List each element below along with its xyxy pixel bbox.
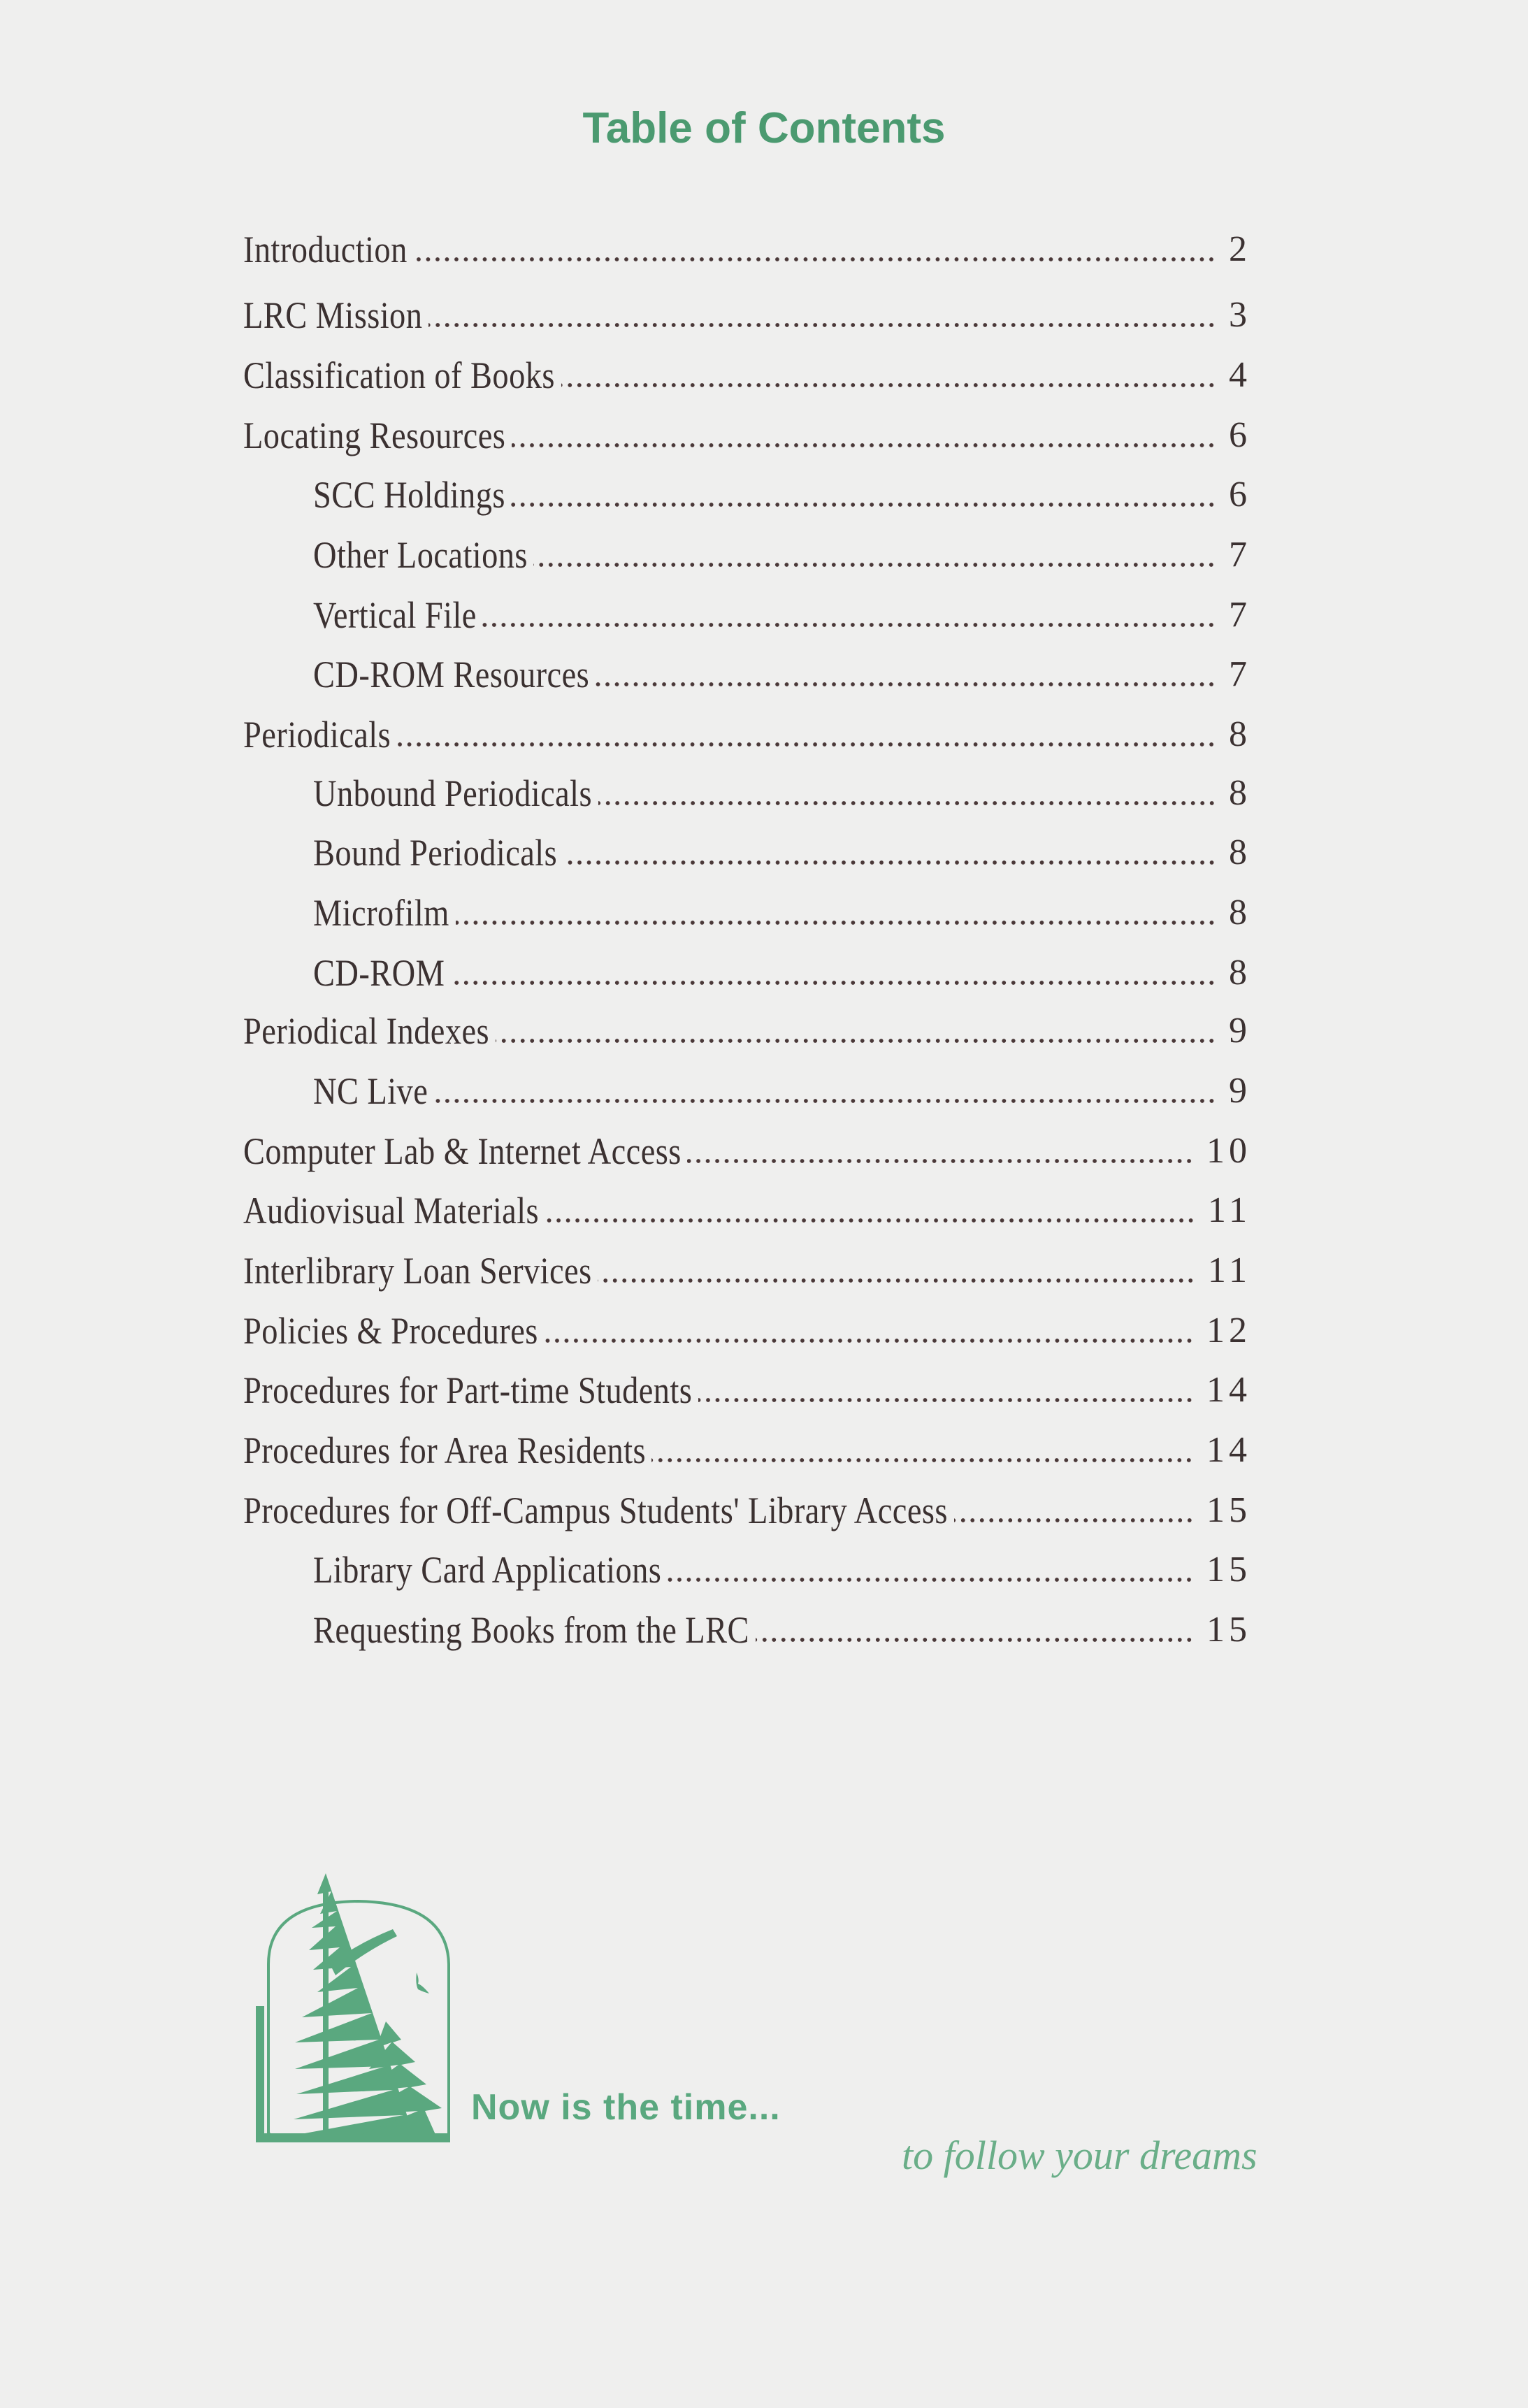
toc-entry-page: 6 [1229, 475, 1251, 514]
toc-entry-page: 11 [1207, 1250, 1251, 1290]
toc-entry[interactable] [243, 411, 1251, 460]
toc-entry-page: 7 [1229, 654, 1251, 694]
toc-entry-page: 15 [1206, 1550, 1251, 1589]
toc-entry-label: Unbound Periodicals [313, 772, 592, 814]
toc-entry-page: 9 [1229, 1071, 1251, 1111]
dot-leader [451, 978, 1216, 988]
dot-leader [698, 1395, 1194, 1405]
toc-entry-page: 15 [1206, 1610, 1251, 1650]
dot-leader [434, 1096, 1216, 1106]
dot-leader [598, 1276, 1195, 1285]
dot-leader [598, 798, 1216, 808]
toc-entry[interactable] [243, 710, 1251, 759]
toc-entry-label: Vertical File [313, 594, 477, 636]
toc-entry[interactable] [243, 225, 1251, 274]
toc-entry-label: Audiovisual Materials [243, 1190, 540, 1232]
toc-entry-page: 14 [1206, 1370, 1251, 1410]
toc-entry-label: Computer Lab & Internet Access [243, 1130, 682, 1172]
toc-entry-page: 8 [1229, 953, 1251, 993]
toc-entry-page: 6 [1229, 415, 1251, 455]
toc-entry[interactable] [313, 650, 1251, 699]
dot-leader [651, 1455, 1194, 1465]
toc-entry-page: 7 [1229, 535, 1251, 575]
toc-entry[interactable] [313, 531, 1251, 579]
toc-entry[interactable] [243, 1366, 1251, 1415]
toc-entry-page: 2 [1229, 229, 1251, 269]
toc-entry-page: 10 [1206, 1131, 1251, 1171]
toc-entry[interactable] [243, 1186, 1251, 1235]
toc-entry-page: 12 [1206, 1311, 1251, 1350]
toc-entry[interactable] [243, 1246, 1251, 1295]
toc-entry-label: Policies & Procedures [243, 1310, 538, 1352]
dot-leader [756, 1635, 1194, 1645]
toc-entry-label: Locating Resources [243, 414, 506, 456]
toc-entry-label: Requesting Books from the LRC [313, 1609, 749, 1651]
toc-entry-label: Introduction [243, 229, 408, 271]
tagline-primary: Now is the time... [471, 2087, 781, 2128]
toc-entry[interactable] [313, 1067, 1251, 1116]
toc-entry-page: 14 [1206, 1430, 1251, 1470]
toc-entry-page: 4 [1229, 355, 1251, 395]
toc-entry-label: Procedures for Area Residents [243, 1429, 647, 1471]
dot-leader [668, 1575, 1194, 1585]
toc-entry[interactable] [243, 1007, 1251, 1055]
toc-entry-label: Bound Periodicals [313, 832, 558, 874]
dot-leader [596, 679, 1216, 689]
toc-entry-label: Interlibrary Loan Services [243, 1250, 592, 1292]
dot-leader [413, 254, 1216, 264]
toc-entry[interactable] [243, 351, 1251, 400]
toc-entry-label: LRC Mission [243, 294, 423, 336]
toc-entry-label: Microfilm [313, 892, 449, 934]
toc-entry-page: 8 [1229, 832, 1251, 872]
dot-leader [533, 560, 1216, 570]
pine-trees-arch-logo-icon [253, 1859, 463, 2142]
toc-entry-label: Procedures for Off-Campus Students' Library Access [243, 1490, 948, 1531]
dot-leader [512, 440, 1216, 450]
toc-entry[interactable] [243, 1426, 1251, 1475]
toc-entry-label: CD-ROM Resources [313, 654, 590, 695]
toc-entry-page: 7 [1229, 595, 1251, 635]
toc-entry-page: 11 [1207, 1190, 1251, 1230]
toc-entry-page: 3 [1229, 295, 1251, 335]
dot-leader [428, 320, 1216, 330]
toc-entry[interactable] [313, 1606, 1251, 1654]
dot-leader [511, 500, 1216, 510]
toc-entry-label: Other Locations [313, 534, 528, 576]
toc-entry[interactable] [313, 470, 1251, 519]
dot-leader [482, 620, 1216, 630]
dot-leader [954, 1515, 1195, 1525]
dot-leader [545, 1216, 1195, 1225]
toc-entry-label: Periodical Indexes [243, 1010, 490, 1052]
toc-entry[interactable] [313, 1545, 1251, 1594]
toc-entry[interactable] [243, 1486, 1251, 1535]
toc-entry-label: Classification of Books [243, 354, 555, 396]
toc-entry[interactable] [243, 1127, 1251, 1176]
toc-entry[interactable] [313, 591, 1251, 640]
toc-entry-page: 15 [1206, 1490, 1251, 1530]
toc-entry-page: 8 [1229, 714, 1251, 754]
page-title: Table of Contents [582, 104, 946, 152]
toc-entry[interactable] [243, 291, 1251, 340]
toc-entry-label: Procedures for Part-time Students [243, 1369, 693, 1411]
dot-leader [687, 1156, 1194, 1166]
toc-entry-page: 8 [1229, 893, 1251, 932]
dot-leader [496, 1036, 1216, 1046]
toc-entry-page: 8 [1229, 773, 1251, 813]
toc-entry-label: CD-ROM [313, 952, 445, 994]
tagline-secondary: to follow your dreams [902, 2133, 1257, 2178]
toc-entry-label: NC Live [313, 1070, 428, 1112]
toc-entry[interactable] [313, 769, 1251, 818]
dot-leader [561, 380, 1216, 390]
dot-leader [397, 740, 1216, 749]
toc-entry[interactable] [243, 1306, 1251, 1355]
toc-entry[interactable] [313, 888, 1251, 937]
dot-leader [545, 1336, 1194, 1346]
toc-entry-page: 9 [1229, 1011, 1251, 1051]
toc-entry[interactable] [313, 949, 1251, 997]
dot-leader [456, 918, 1216, 928]
toc-entry[interactable] [313, 828, 1251, 877]
toc-entry-label: SCC Holdings [313, 474, 505, 516]
toc-entry-label: Library Card Applications [313, 1549, 662, 1591]
dot-leader [563, 858, 1216, 867]
toc-entry-label: Periodicals [243, 714, 391, 756]
